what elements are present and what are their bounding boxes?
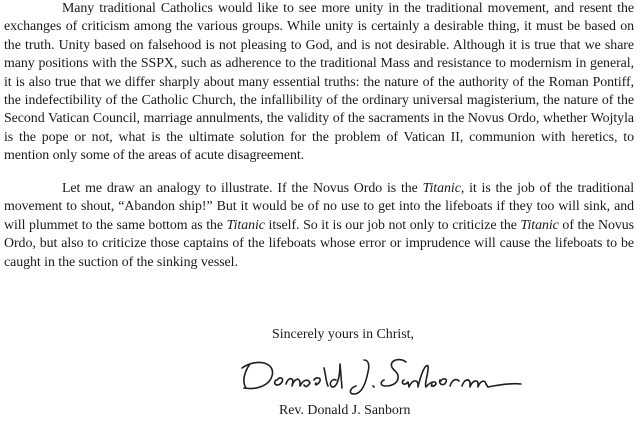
paragraph-unity — [4, 0, 634, 166]
paragraph-text: of the Novus Ordo, but also to criticize those captains of the lifeboats whose error or imprudence will cause the lifeboats to be caught in the suction of the sinking vessel. — [4, 217, 634, 270]
paragraph-text: Many traditional Catholics would like to see more unity in the traditional movement, and resent the exchanges of criticism among the various groups. While unity is certainly a desirable thing, it must be based on the truth. Unity based on falsehood is not pleasing to God, and is not desirable. Although it is true that we share many positions with the SSPX, such as adherence to the traditional Mass and resistance to modernism in general, it is also true that we differ sharply about many essential truths: the nature of the authority of the Roman Pontiff, the indefectibility of the Catholic Church, the infallibility of the ordinary universal magisterium, the nature of the Second Vatican Council, marriage annulments, the validity of the sacraments in the Novus Ordo, whether Wojtyla is the pope or not, what is the ultimate solution for the problem of Vatican II, communion with heretics, to mention only some of the areas of acute disagreement. — [4, 1, 634, 164]
titanic-italic: Titanic — [226, 217, 265, 233]
paragraph-text: itself. So it is our job not only to criticize the — [264, 217, 521, 233]
titanic-italic: Titanic — [422, 181, 461, 196]
paragraph-text: , it is the job of the traditional movement to shout, “Abandon ship!” But it would be of no use to get into the lifeboats if they too will sink, and will plummet to the same bottom as the — [4, 181, 635, 233]
closing-salutation: Sincerely yours in Christ, — [272, 327, 414, 342]
paragraph-text: Let me draw an analogy to illustrate. If the Novus Ordo is the — [62, 181, 423, 196]
signer-name: Rev. Donald J. Sanborn — [279, 403, 411, 418]
handwritten-signature — [236, 350, 526, 398]
paragraph-titanic-analogy — [4, 180, 634, 272]
titanic-italic: Titanic — [520, 217, 559, 233]
